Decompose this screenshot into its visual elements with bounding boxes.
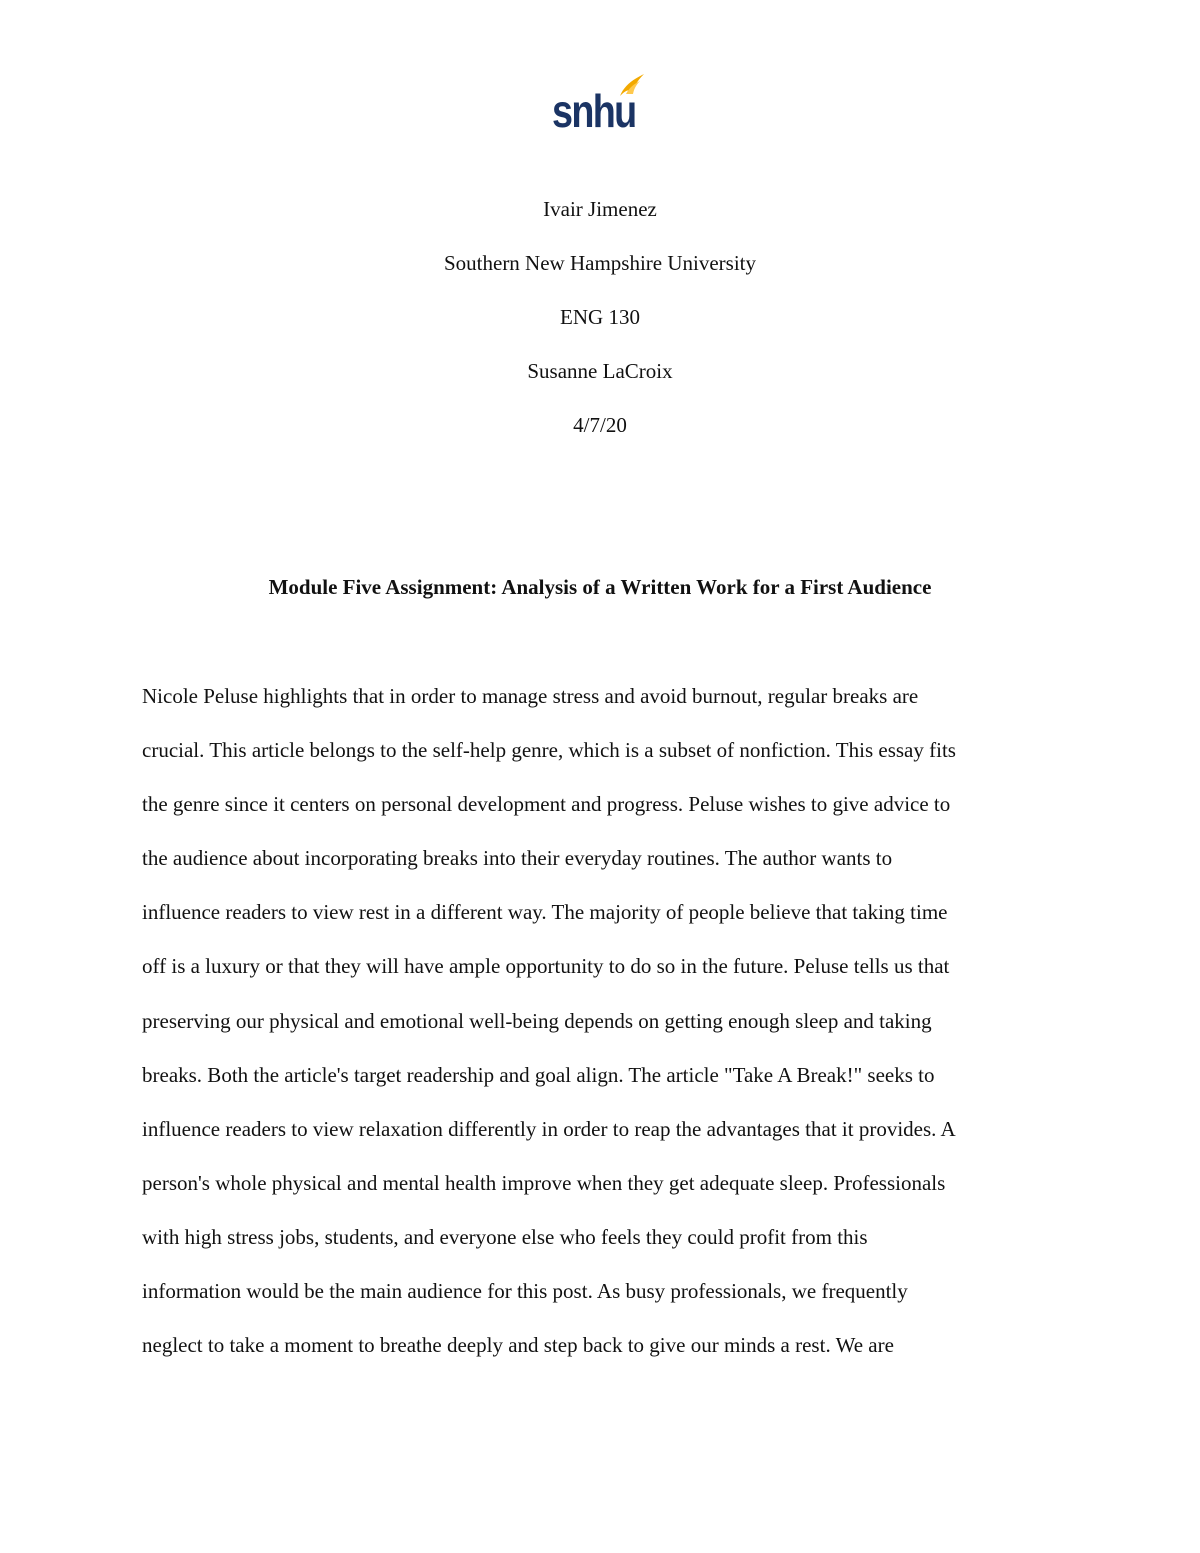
paragraph-line: the genre since it centers on personal development and progress. Peluse wishes to give advice to bbox=[142, 792, 951, 817]
snhu-logo bbox=[552, 72, 648, 137]
submission-date: 4/7/20 bbox=[573, 413, 627, 437]
logo-text: snhu bbox=[552, 85, 636, 137]
course-code: ENG 130 bbox=[560, 305, 640, 329]
institution-name: Southern New Hampshire University bbox=[443, 251, 757, 275]
paragraph-line: preserving our physical and emotional well-being depends on getting enough sleep and taking bbox=[142, 1008, 932, 1033]
instructor-name: Susanne LaCroix bbox=[527, 359, 673, 383]
paragraph-line: with high stress jobs, students, and everyone else who feels they could profit from this bbox=[142, 1224, 868, 1249]
author-name: Ivair Jimenez bbox=[543, 197, 657, 221]
paragraph-line: Nicole Peluse highlights that in order to manage stress and avoid burnout, regular breaks are bbox=[142, 684, 919, 708]
paragraph-line: breaks. Both the article's target readership and goal align. The article "Take A Break!" seeks to bbox=[142, 1062, 935, 1087]
paragraph-line: person's whole physical and mental health improve when they get adequate sleep. Professionals bbox=[142, 1170, 946, 1195]
paragraph-line: off is a luxury or that they will have ample opportunity to do so in the future. Peluse tells us that bbox=[142, 954, 950, 979]
paragraph-line: the audience about incorporating breaks into their everyday routines. The author wants to bbox=[142, 846, 893, 871]
title-page-block bbox=[0, 196, 1200, 466]
paragraph-line: influence readers to view relaxation differently in order to reap the advantages that it provides. A bbox=[142, 1116, 956, 1141]
assignment-title: Module Five Assignment: Analysis of a Written Work for a First Audience bbox=[268, 575, 932, 599]
paragraph-line: crucial. This article belongs to the self-help genre, which is a subset of nonfiction. This essay fits bbox=[142, 738, 956, 763]
body-paragraph bbox=[142, 683, 1062, 1386]
paragraph-line: neglect to take a moment to breathe deeply and step back to give our minds a rest. We are bbox=[142, 1333, 894, 1358]
paragraph-line: information would be the main audience for this post. As busy professionals, we frequently bbox=[142, 1279, 908, 1304]
paragraph-line: influence readers to view rest in a different way. The majority of people believe that taking time bbox=[142, 900, 948, 925]
